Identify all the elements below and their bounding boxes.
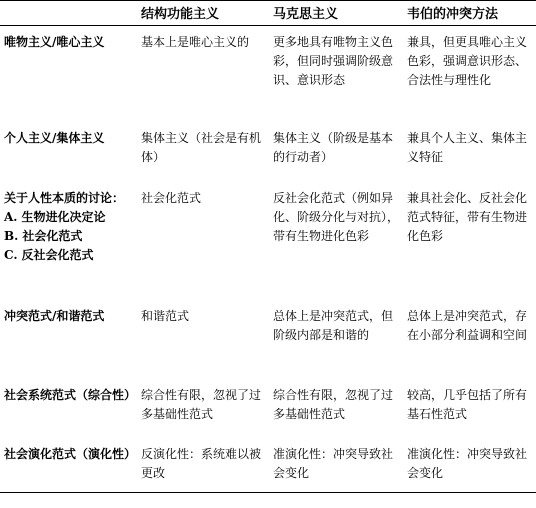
option-c: C. 反社会化范式 [4,247,94,262]
header-structural-functionalism: 结构功能主义 [137,1,269,26]
table-row [0,443,536,493]
table-cell: 综合性有限，忽视了过多基础性范式 [273,387,394,421]
row-label: 关于人性本质的讨论： [4,190,125,205]
table-row [0,383,536,443]
row-label: 唯物主义/唯心主义 [4,35,105,49]
table-row [0,127,536,181]
table-cell: 准演化性：冲突导致社会变化 [269,443,403,493]
table-row [0,181,536,305]
row-label: 个人主义/集体主义 [4,130,105,145]
header-weber-conflict: 韦伯的冲突方法 [403,1,536,26]
table-body [0,26,536,493]
table-cell: 较高，几乎包括了所有基石性范式 [407,387,528,421]
table-cell: 总体上是冲突范式，但阶级内部是和谐的 [273,308,394,342]
table-cell: 总体上是冲突范式，存在小部分利益调和空间 [407,308,528,342]
table-cell: 反社会化范式（例如异化、阶级分化与对抗），带有生物进化色彩 [273,190,400,243]
table-cell: 更多地具有唯物主义色彩，但同时强调阶级意识、意识形态 [273,35,394,87]
header-marxism: 马克思主义 [269,1,403,26]
table-cell: 集体主义（社会是有机体） [141,130,262,164]
table-cell: 反演化性：系统难以被更改 [137,443,269,493]
row-label: 冲突范式/和谐范式 [4,308,105,323]
table-header [0,1,536,26]
table-cell: 兼具社会化、反社会化范式特征，带有生物进化色彩 [407,190,528,243]
row-label-nature [0,181,137,305]
table-cell: 和谐范式 [141,308,190,323]
table-row [0,26,536,127]
table-cell: 社会化范式 [141,190,202,205]
row-label: 社会演化范式（演化性） [0,443,137,493]
table-cell: 兼具个人主义、集体主义特征 [407,130,528,164]
header-corner [0,1,137,26]
header-row [0,1,536,26]
table-cell: 兼具，但更具唯心主义色彩，强调意识形态、合法性与理性化 [407,35,528,87]
table-cell: 准演化性：冲突导致社会变化 [403,443,536,493]
option-a: A. 生物进化决定论 [4,209,106,224]
table-cell: 集体主义（阶级是基本的行动者） [273,130,394,164]
table-row [0,305,536,383]
table-cell: 综合性有限，忽视了过多基础性范式 [141,387,262,421]
table-cell: 基本上是唯心主义的 [141,35,250,49]
row-label: 社会系统范式（综合性） [4,387,137,402]
option-b: B. 社会化范式 [4,228,83,243]
